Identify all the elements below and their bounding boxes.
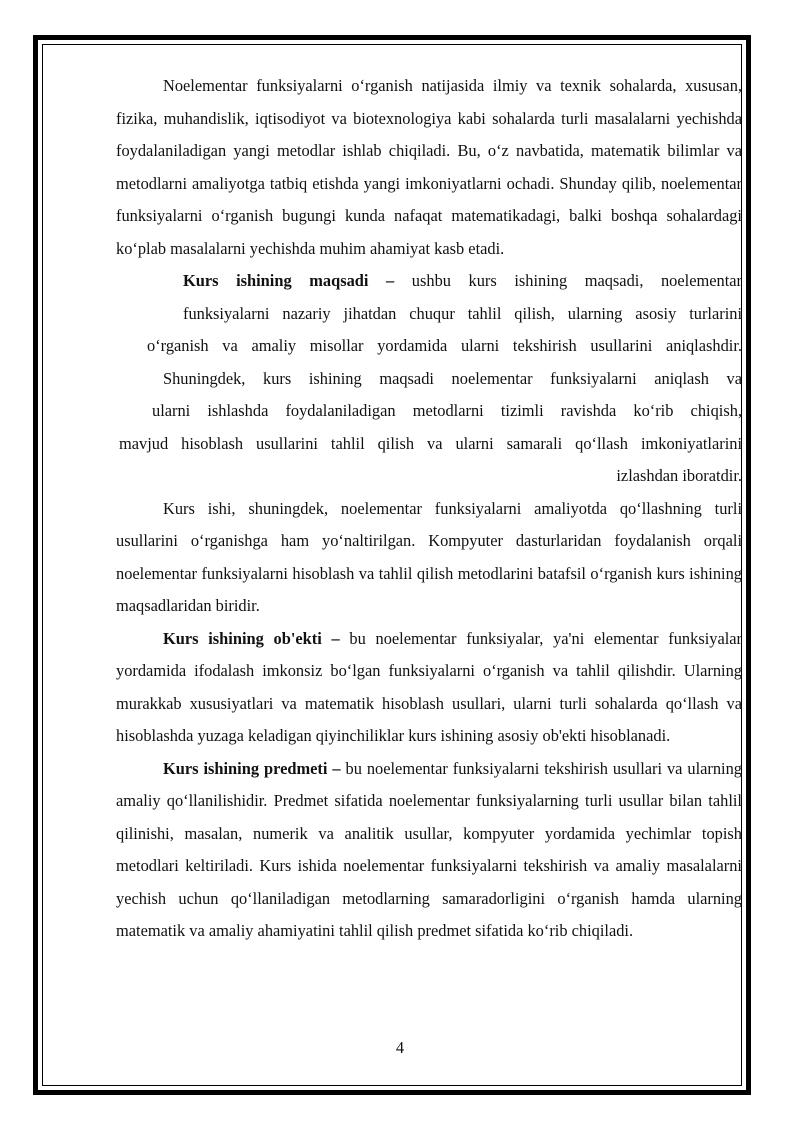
goal-line-7: izlashdan iboratdir. [616,466,742,485]
goal-line-4: Shuningdek, kurs ishining maqsadi noelementar funksiyalarni aniqlash va [163,368,742,388]
object-heading: Kurs ishining ob'ekti – [163,628,340,648]
paragraph-practice: Kurs ishi, shuningdek, noelementar funksiyalarni amaliyotda qo‘llashning turli usullarini o‘rganishga ham yo‘naltirilgan. Kompyuter dasturlaridan foydalanish orqali noelementar funksiyalarni hisoblash va tahlil qilish metodlarini batafsil o‘rganish kurs ishining maqsadlaridan biridir. [116,498,742,615]
page-number: 4 [395,1038,405,1057]
goal-line-2: funksiyalarni nazariy jihatdan chuqur tahlil qilish, ularning asosiy turlarini [183,303,742,323]
goal-heading: Kurs ishining maqsadi – [183,271,395,290]
subject-heading: Kurs ishining predmeti – [163,758,341,778]
object-text: bu noelementar funksiyalar, ya'ni elementar funksiyalar yordamida ifodalash imkonsiz bo‘lgan funksiyalarni o‘rganish va tahlil qilishdir. Ularning murakkab xususiyatlari va matematik hisoblash usullari, ularni turli sohalarda qo‘llash va hisoblashda yuzaga keladigan qiyinchiliklar kurs ishining asosiy ob'ekti hisoblanadi. [116,628,743,745]
paragraph-intro: Noelementar funksiyalarni o‘rganish natijasida ilmiy va texnik sohalarda, xususan, fizika, muhandislik, iqtisodiyot va biotexnologiya kabi sohalarda turli masalalarni yechishda foydalaniladigan yangi metodlar ishlab chiqiladi. Bu, o‘z navbatida, matematik bilimlar va metodlarni amaliyotga tatbiq etishda yangi imkoniyatlarni ochadi. Shunday qilib, noelementar funksiyalarni o‘rganish bugungi kunda nafaqat matematikadagi, balki boshqa sohalardagi ko‘plab masalalarni yechishda muhim ahamiyat kasb etadi. [116,76,742,258]
paragraph-object [116,623,742,753]
paragraph-goal [116,265,742,493]
goal-line-5: ularni ishlashda foydalaniladigan metodlarni tizimli ravishda ko‘rib chiqish, [152,401,742,420]
goal-line-1: ushbu kurs ishining maqsadi, noelementar [411,271,742,290]
goal-line-3: o‘rganish va amaliy misollar yordamida ularni tekshirish usullarini aniqlashdir. [147,336,742,355]
paragraph-subject [116,753,742,948]
subject-text: bu noelementar funksiyalarni tekshirish usullari va ularning amaliy qo‘llanilishidir. Predmet sifatida noelementar funksiyalarning turli usullar bilan tahlil qilinishi, masalan, numerik va analitik usullar, kompyuter yordamida yechimlar topish metodlari keltiriladi. Kurs ishida noelementar funksiyalarni tekshirish va amaliy masalalarni yechish uchun qo‘llaniladigan metodlarning samaradorligini o‘rganish hamda ularning matematik va amaliy ahamiyatini tahlil qilish predmet sifatida ko‘rib chiqiladi. [116,758,742,940]
goal-line-6: mavjud hisoblash usullarini tahlil qilish va ularni samarali qo‘llash imkoniyatlarini [119,433,742,453]
document-body [116,70,742,948]
